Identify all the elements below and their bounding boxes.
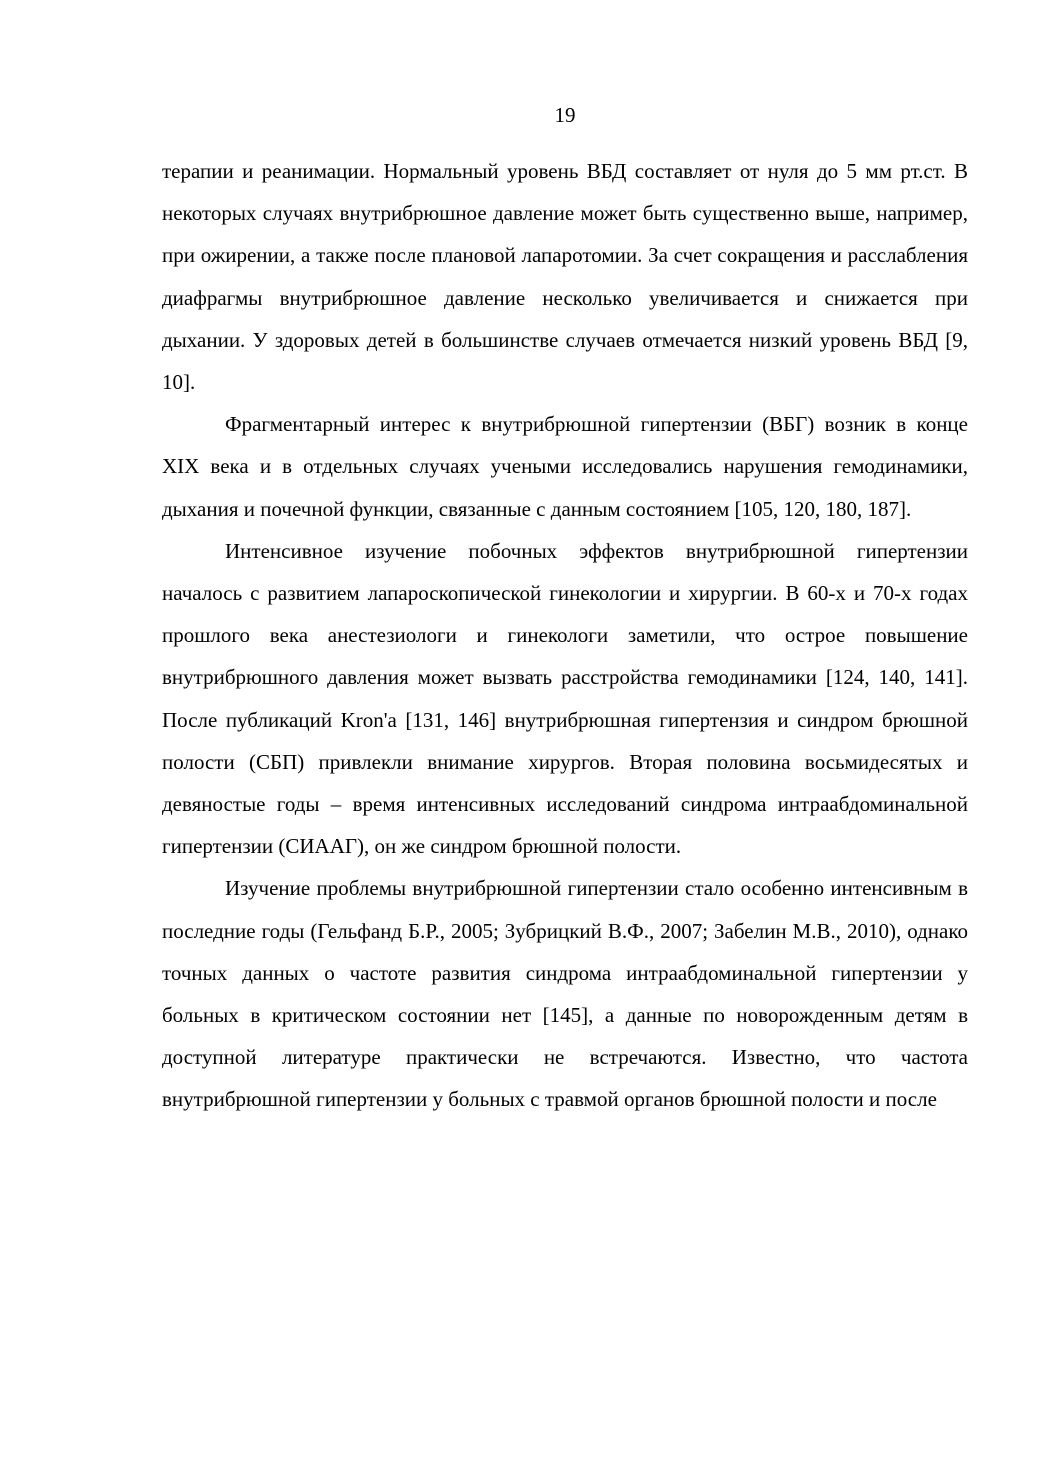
- document-body: [162, 150, 968, 1121]
- paragraph: Фрагментарный интерес к внутрибрюшной гипертензии (ВБГ) возник в конце XIX века и в отдельных случаях учеными исследовались нарушения гемодинамики, дыхания и почечной функции, связанные с данным состоянием [105, 120, 180, 187].: [162, 412, 968, 521]
- paragraph: терапии и реанимации. Нормальный уровень ВБД составляет от нуля до 5 мм рт.ст. В некоторых случаях внутрибрюшное давление может быть существенно выше, например, при ожирении, а также после плановой лапаротомии. За счет сокращения и расслабления диафрагмы внутрибрюшное давление несколько увеличивается и снижается при дыхании. У здоровых детей в большинстве случаев отмечается низкий уровень ВБД [9, 10].: [162, 159, 968, 395]
- paragraph: Интенсивное изучение побочных эффектов внутрибрюшной гипертензии началось с развитием лапароскопической гинекологии и хирургии. В 60-х и 70-х годах прошлого века анестезиологи и гинекологи заметили, что острое повышение внутрибрюшного давления может вызвать расстройства гемодинамики [124, 140, 141]. После публикаций Kron'a [131, 146] внутрибрюшная гипертензия и синдром брюшной полости (СБП) привлекли внимание хирургов. Вторая половина восьмидесятых и девяностые годы – время интенсивных исследований синдрома интраабдоминальной гипертензии (СИААГ), он же синдром брюшной полости.: [162, 538, 968, 859]
- page-number: 19: [554, 103, 576, 127]
- paragraph: Изучение проблемы внутрибрюшной гипертензии стало особенно интенсивным в последние годы (Гельфанд Б.Р., 2005; Зубрицкий В.Ф., 2007; Забелин М.В., 2010), однако точных данных о частоте развития синдрома интраабдоминальной гипертензии у больных в критическом состоянии нет [145], а данные по новорожденным детям в доступной литературе практически не встречаются. Известно, что частота внутрибрюшной гипертензии у больных с травмой органов брюшной полости и после: [162, 876, 968, 1112]
